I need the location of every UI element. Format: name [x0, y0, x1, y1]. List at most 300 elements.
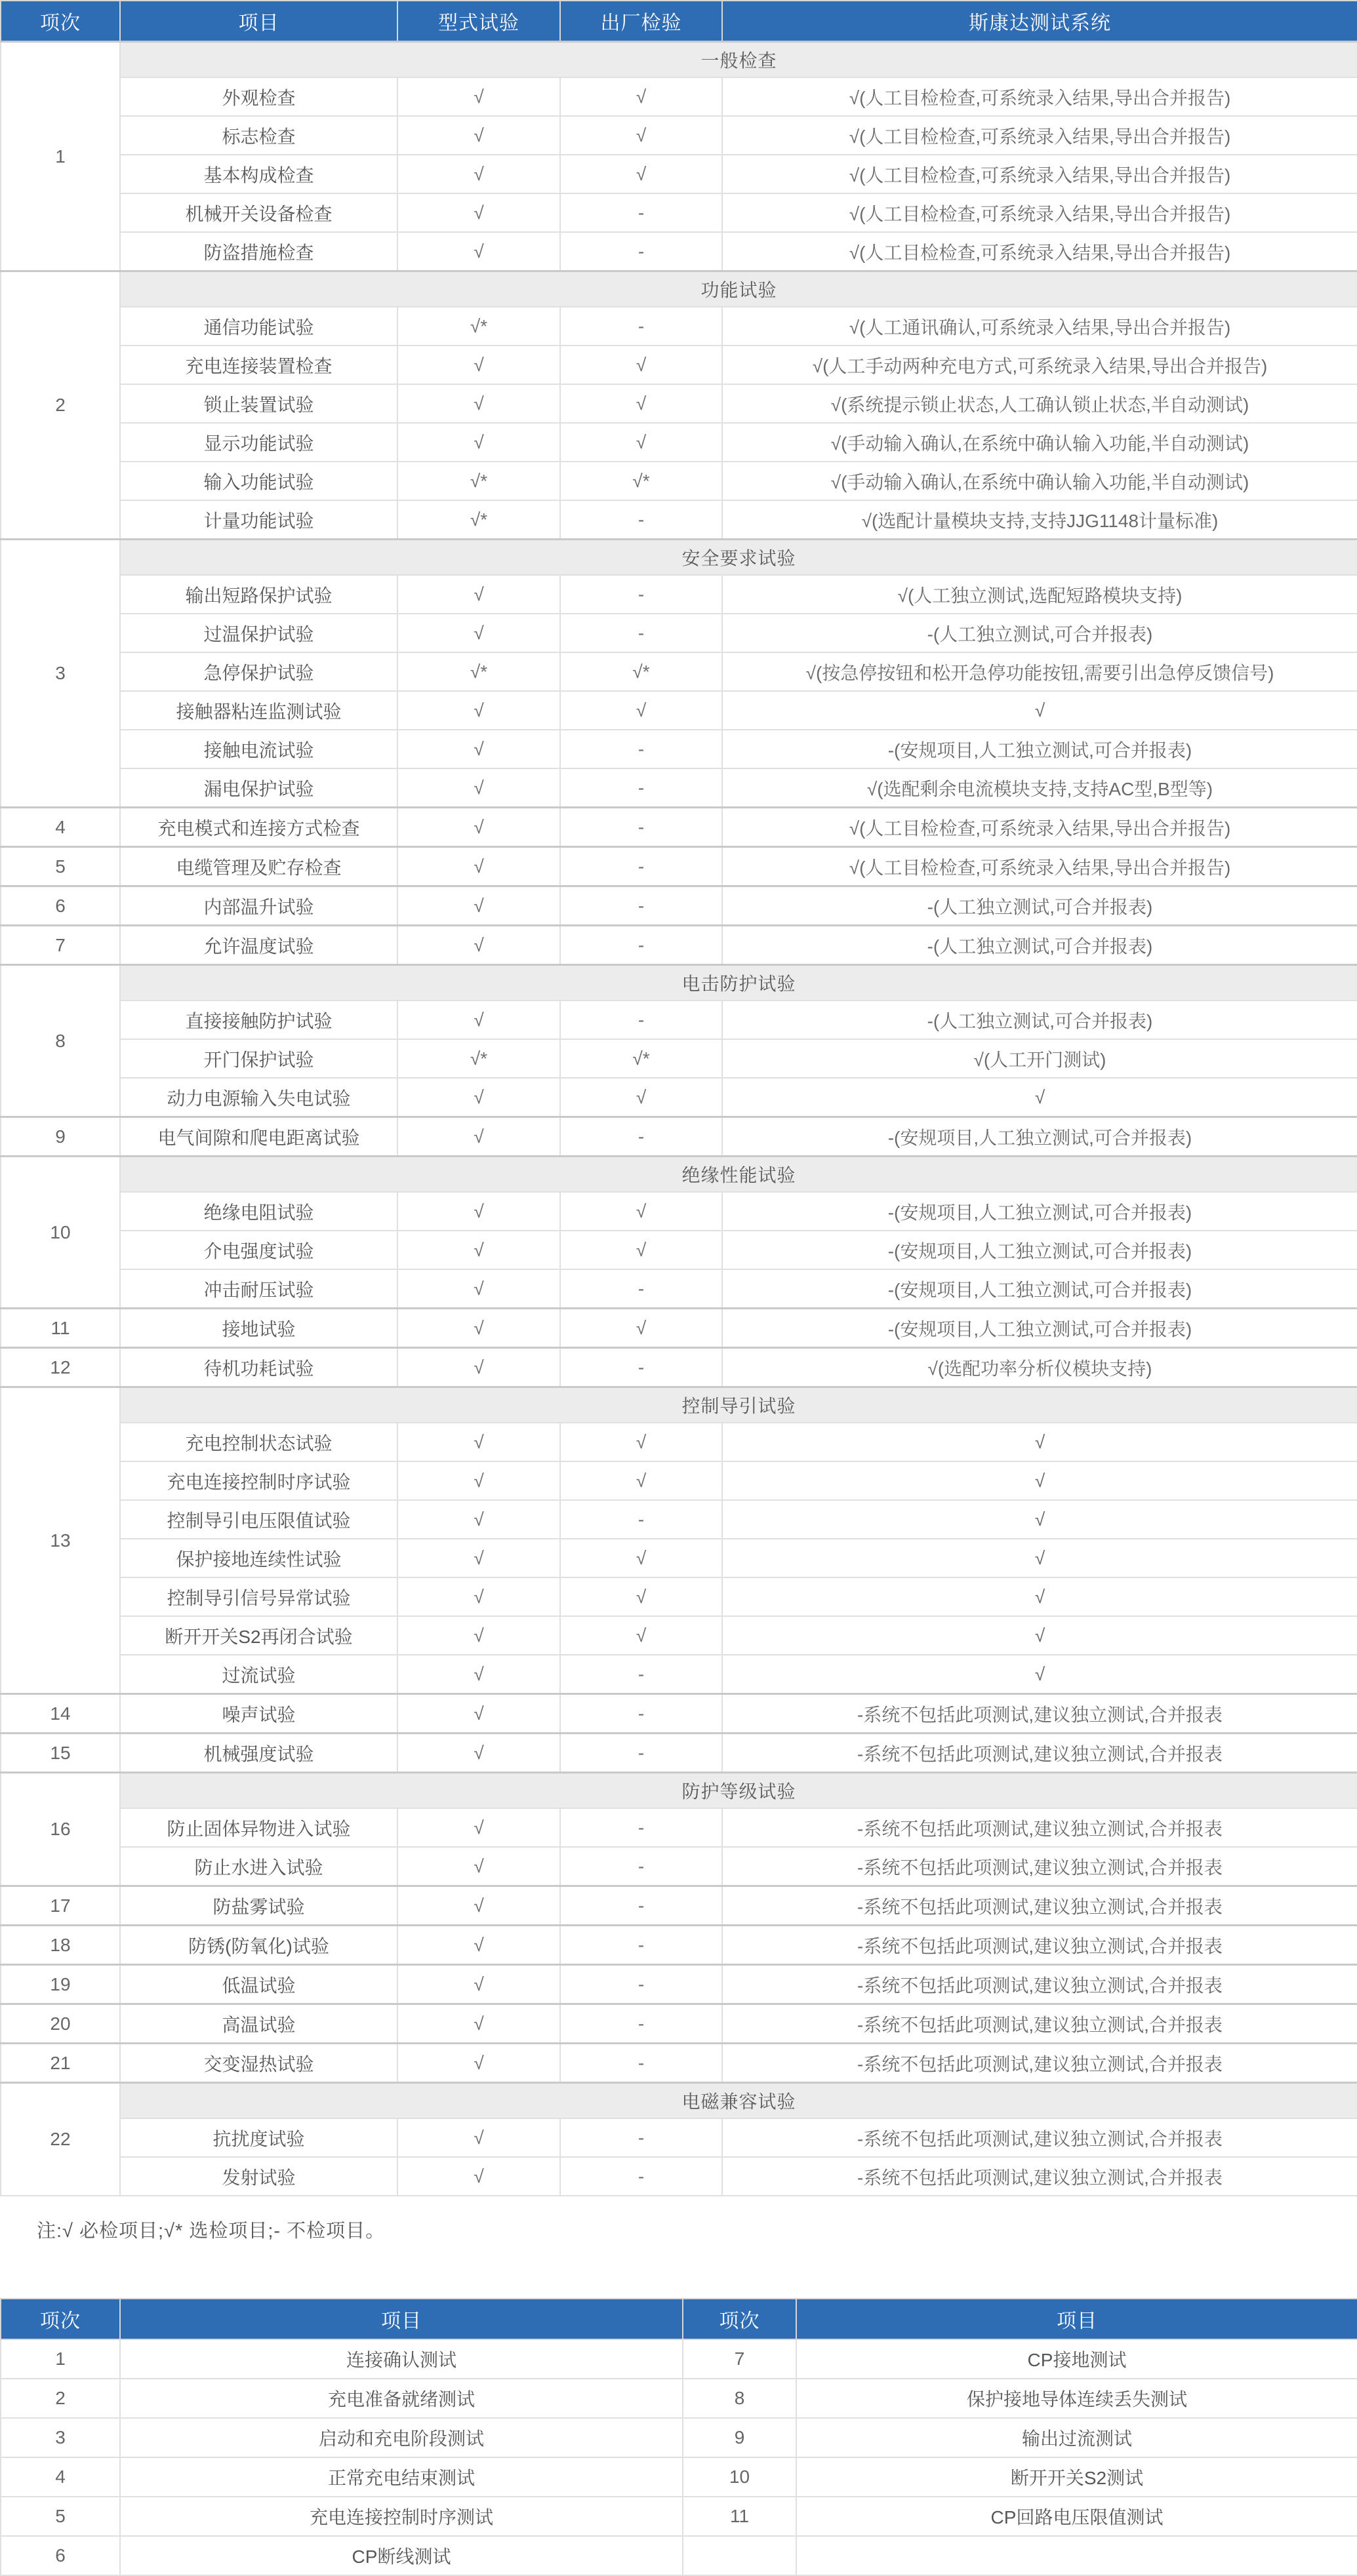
item-name-cell: 介电强度试验 [120, 1231, 397, 1269]
table-row [1, 307, 1357, 346]
factory-check-mark-cell: - [560, 500, 722, 540]
type-test-mark-cell: √ [397, 1001, 560, 1039]
item-name-cell: 电气间隙和爬电距离试验 [120, 1117, 397, 1157]
system-support-cell: √ [722, 1655, 1357, 1694]
table-row [1, 1309, 1357, 1348]
table-row [1, 346, 1357, 384]
item-name-cell: 过流试验 [120, 1655, 397, 1694]
type-test-mark-cell: √ [397, 1577, 560, 1616]
seq-item-cell: CP回路电压限值测试 [796, 2497, 1357, 2536]
system-support-cell: √(人工目检检查,可系统录入结果,导出合并报告) [722, 808, 1357, 847]
section-title: 安全要求试验 [120, 540, 1357, 576]
section-title: 控制导引试验 [120, 1387, 1357, 1423]
factory-check-mark-cell: √ [560, 1539, 722, 1577]
type-test-mark-cell: √ [397, 232, 560, 271]
system-support-cell: √(人工目检检查,可系统录入结果,导出合并报告) [722, 155, 1357, 193]
item-no-cell: 13 [1, 1387, 120, 1694]
type-test-mark-cell: √ [397, 1886, 560, 1926]
item-name-cell: 绝缘电阻试验 [120, 1192, 397, 1231]
type-test-mark-cell: √ [397, 2004, 560, 2044]
table-row [1, 1001, 1357, 1039]
table-row [1, 155, 1357, 193]
seq-no-cell: 6 [1, 2536, 120, 2575]
factory-check-mark-cell: √ [560, 346, 722, 384]
seq-no-cell: 2 [1, 2379, 120, 2418]
type-test-mark-cell: √ [397, 1269, 560, 1309]
item-no-cell: 20 [1, 2004, 120, 2044]
item-name-cell: 急停保护试验 [120, 652, 397, 691]
item-no-cell: 1 [1, 42, 120, 271]
table-row [1, 926, 1357, 965]
system-support-cell: -(安规项目,人工独立测试,可合并报表) [722, 1117, 1357, 1157]
type-test-mark-cell: √ [397, 2118, 560, 2157]
table-row [1, 1348, 1357, 1387]
header-row [1, 2299, 1357, 2339]
seq-no-cell: 3 [1, 2418, 120, 2457]
seq-no-cell: 5 [1, 2497, 120, 2536]
type-test-mark-cell: √ [397, 808, 560, 847]
item-no-cell: 2 [1, 271, 120, 540]
section-title: 电击防护试验 [120, 965, 1357, 1001]
item-no-cell: 7 [1, 926, 120, 965]
seq-item-cell: CP断线测试 [120, 2536, 683, 2575]
type-test-mark-cell: √ [397, 768, 560, 808]
factory-check-mark-cell: - [560, 886, 722, 926]
system-support-cell: √(手动输入确认,在系统中确认输入功能,半自动测试) [722, 462, 1357, 500]
system-support-cell: √(系统提示锁止状态,人工确认锁止状态,半自动测试) [722, 384, 1357, 423]
table-row [1, 1847, 1357, 1886]
type-test-mark-cell: √ [397, 1539, 560, 1577]
factory-check-mark-cell: √* [560, 462, 722, 500]
seq-item-cell: 启动和充电阶段测试 [120, 2418, 683, 2457]
factory-check-mark-cell: - [560, 1886, 722, 1926]
seq-column-header-1: 项目 [120, 2299, 683, 2339]
system-support-cell: -系统不包括此项测试,建议独立测试,合并报表 [722, 1734, 1357, 1773]
item-name-cell: 待机功耗试验 [120, 1348, 397, 1387]
type-test-mark-cell: √ [397, 1655, 560, 1694]
factory-check-mark-cell: √ [560, 116, 722, 155]
seq-item-cell: 断开开关S2测试 [796, 2457, 1357, 2497]
section-title: 电磁兼容试验 [120, 2083, 1357, 2119]
item-no-cell: 21 [1, 2044, 120, 2083]
item-name-cell: 过温保护试验 [120, 614, 397, 652]
factory-check-mark-cell: - [560, 730, 722, 768]
item-name-cell: 断开开关S2再闭合试验 [120, 1616, 397, 1655]
factory-check-mark-cell: - [560, 193, 722, 232]
item-name-cell: 交变湿热试验 [120, 2044, 397, 2083]
system-support-cell: -系统不包括此项测试,建议独立测试,合并报表 [722, 2044, 1357, 2083]
item-name-cell: 输出短路保护试验 [120, 575, 397, 614]
table-row [1, 1192, 1357, 1231]
item-no-cell: 17 [1, 1886, 120, 1926]
seq-column-header-0: 项次 [1, 2299, 120, 2339]
table-row [1, 1423, 1357, 1461]
type-test-mark-cell: √* [397, 1039, 560, 1078]
seq-no-cell: 9 [683, 2418, 796, 2457]
item-name-cell: 开门保护试验 [120, 1039, 397, 1078]
section-row [1, 42, 1357, 78]
system-support-cell: √(人工开门测试) [722, 1039, 1357, 1078]
type-test-mark-cell: √ [397, 1192, 560, 1231]
section-row [1, 1773, 1357, 1809]
item-name-cell: 噪声试验 [120, 1694, 397, 1734]
table-row [1, 1117, 1357, 1157]
type-test-mark-cell: √* [397, 462, 560, 500]
table-row [1, 1655, 1357, 1694]
table-row [1, 575, 1357, 614]
type-test-mark-cell: √ [397, 1616, 560, 1655]
item-name-cell: 内部温升试验 [120, 886, 397, 926]
table-row [1, 1808, 1357, 1847]
type-test-mark-cell: √ [397, 1808, 560, 1847]
system-support-cell: -(人工独立测试,可合并报表) [722, 886, 1357, 926]
system-support-cell: √(选配功率分析仪模块支持) [722, 1348, 1357, 1387]
section-title: 绝缘性能试验 [120, 1157, 1357, 1193]
table-row [1, 2044, 1357, 2083]
table-row [1, 193, 1357, 232]
item-name-cell: 外观检查 [120, 77, 397, 116]
type-test-mark-cell: √ [397, 2157, 560, 2196]
factory-check-mark-cell: - [560, 2044, 722, 2083]
seq-item-cell [796, 2536, 1357, 2575]
type-test-mark-cell: √ [397, 1231, 560, 1269]
system-support-cell: √(人工手动两种充电方式,可系统录入结果,导出合并报告) [722, 346, 1357, 384]
factory-check-mark-cell: - [560, 926, 722, 965]
section-title: 功能试验 [120, 271, 1357, 307]
factory-check-mark-cell: - [560, 2004, 722, 2044]
type-test-mark-cell: √ [397, 1348, 560, 1387]
seq-no-cell: 11 [683, 2497, 796, 2536]
factory-check-mark-cell: - [560, 768, 722, 808]
table-row [1, 1694, 1357, 1734]
item-no-cell: 18 [1, 1926, 120, 1965]
test-items-table-body [1, 42, 1357, 2196]
column-header-4: 斯康达测试系统 [722, 1, 1357, 42]
system-support-cell: √ [722, 691, 1357, 730]
factory-check-mark-cell: √ [560, 77, 722, 116]
type-test-mark-cell: √ [397, 730, 560, 768]
system-support-cell: -系统不包括此项测试,建议独立测试,合并报表 [722, 2157, 1357, 2196]
seq-no-cell: 1 [1, 2339, 120, 2379]
system-support-cell: -(人工独立测试,可合并报表) [722, 614, 1357, 652]
factory-check-mark-cell: - [560, 808, 722, 847]
factory-check-mark-cell: - [560, 1965, 722, 2004]
item-name-cell: 通信功能试验 [120, 307, 397, 346]
table-row [1, 1965, 1357, 2004]
seq-column-header-2: 项次 [683, 2299, 796, 2339]
table-row [1, 77, 1357, 116]
item-no-cell: 22 [1, 2083, 120, 2196]
seq-no-cell: 8 [683, 2379, 796, 2418]
type-test-mark-cell: √ [397, 1117, 560, 1157]
system-support-cell: √(人工目检检查,可系统录入结果,导出合并报告) [722, 77, 1357, 116]
seq-item-cell: 连接确认测试 [120, 2339, 683, 2379]
system-support-cell: -系统不包括此项测试,建议独立测试,合并报表 [722, 2118, 1357, 2157]
item-name-cell: 允许温度试验 [120, 926, 397, 965]
item-no-cell: 4 [1, 808, 120, 847]
system-support-cell: √ [722, 1423, 1357, 1461]
item-no-cell: 9 [1, 1117, 120, 1157]
item-name-cell: 动力电源输入失电试验 [120, 1078, 397, 1117]
item-name-cell: 冲击耐压试验 [120, 1269, 397, 1309]
type-test-mark-cell: √* [397, 652, 560, 691]
system-support-cell: √ [722, 1500, 1357, 1539]
type-test-mark-cell: √ [397, 1423, 560, 1461]
item-name-cell: 机械开关设备检查 [120, 193, 397, 232]
type-test-mark-cell: √ [397, 77, 560, 116]
table-row [1, 768, 1357, 808]
type-test-mark-cell: √ [397, 691, 560, 730]
system-support-cell: √ [722, 1461, 1357, 1500]
type-test-mark-cell: √* [397, 500, 560, 540]
table-row [1, 384, 1357, 423]
factory-check-mark-cell: - [560, 1348, 722, 1387]
system-support-cell: -(安规项目,人工独立测试,可合并报表) [722, 1309, 1357, 1348]
section-row [1, 271, 1357, 307]
item-name-cell: 低温试验 [120, 1965, 397, 2004]
table-row [1, 1539, 1357, 1577]
factory-check-mark-cell: - [560, 575, 722, 614]
seq-no-cell: 4 [1, 2457, 120, 2497]
factory-check-mark-cell: √ [560, 1078, 722, 1117]
item-name-cell: 漏电保护试验 [120, 768, 397, 808]
system-support-cell: √ [722, 1616, 1357, 1655]
item-name-cell: 基本构成检查 [120, 155, 397, 193]
item-no-cell: 19 [1, 1965, 120, 2004]
section-row [1, 965, 1357, 1001]
factory-check-mark-cell: - [560, 1500, 722, 1539]
item-name-cell: 抗扰度试验 [120, 2118, 397, 2157]
seq-item-cell: 正常充电结束测试 [120, 2457, 683, 2497]
system-support-cell: -(安规项目,人工独立测试,可合并报表) [722, 1269, 1357, 1309]
table-row [1, 500, 1357, 540]
item-no-cell: 11 [1, 1309, 120, 1348]
system-support-cell: √ [722, 1577, 1357, 1616]
section-title: 一般检查 [120, 42, 1357, 78]
item-name-cell: 充电连接装置检查 [120, 346, 397, 384]
item-name-cell: 充电控制状态试验 [120, 1423, 397, 1461]
item-name-cell: 防止固体异物进入试验 [120, 1808, 397, 1847]
table-row [1, 2118, 1357, 2157]
item-name-cell: 接地试验 [120, 1309, 397, 1348]
factory-check-mark-cell: - [560, 1926, 722, 1965]
type-test-mark-cell: √ [397, 423, 560, 462]
type-test-mark-cell: √ [397, 193, 560, 232]
item-name-cell: 充电模式和连接方式检查 [120, 808, 397, 847]
system-support-cell: -系统不包括此项测试,建议独立测试,合并报表 [722, 1926, 1357, 1965]
column-header-2: 型式试验 [397, 1, 560, 42]
system-support-cell: √(选配计量模块支持,支持JJG1148计量标准) [722, 500, 1357, 540]
system-support-cell: -(安规项目,人工独立测试,可合并报表) [722, 1231, 1357, 1269]
table-row [1, 1461, 1357, 1500]
system-support-cell: √(按急停按钮和松开急停功能按钮,需要引出急停反馈信号) [722, 652, 1357, 691]
item-name-cell: 控制导引信号异常试验 [120, 1577, 397, 1616]
table-row [1, 1734, 1357, 1773]
section-row [1, 2083, 1357, 2119]
item-name-cell: 电缆管理及贮存检查 [120, 847, 397, 886]
table-row [1, 1616, 1357, 1655]
table-row [1, 1500, 1357, 1539]
item-name-cell: 标志检查 [120, 116, 397, 155]
table-row [1, 1039, 1357, 1078]
item-name-cell: 控制导引电压限值试验 [120, 1500, 397, 1539]
item-name-cell: 显示功能试验 [120, 423, 397, 462]
section-title: 防护等级试验 [120, 1773, 1357, 1809]
item-no-cell: 16 [1, 1773, 120, 1886]
type-test-mark-cell: √ [397, 886, 560, 926]
table-row [1, 116, 1357, 155]
table-row [1, 2536, 1357, 2575]
type-test-mark-cell: √ [397, 847, 560, 886]
system-support-cell: √(选配剩余电流模块支持,支持AC型,B型等) [722, 768, 1357, 808]
item-name-cell: 机械强度试验 [120, 1734, 397, 1773]
table-row [1, 614, 1357, 652]
type-test-mark-cell: √ [397, 1847, 560, 1886]
type-test-mark-cell: √ [397, 346, 560, 384]
type-test-mark-cell: √ [397, 1926, 560, 1965]
item-name-cell: 保护接地连续性试验 [120, 1539, 397, 1577]
table-row [1, 2457, 1357, 2497]
system-support-cell: √(人工目检检查,可系统录入结果,导出合并报告) [722, 232, 1357, 271]
table-row [1, 1926, 1357, 1965]
system-support-cell: -系统不包括此项测试,建议独立测试,合并报表 [722, 1808, 1357, 1847]
factory-check-mark-cell: - [560, 1117, 722, 1157]
table-row [1, 730, 1357, 768]
seq-item-cell: 充电准备就绪测试 [120, 2379, 683, 2418]
item-name-cell: 锁止装置试验 [120, 384, 397, 423]
system-support-cell: -(人工独立测试,可合并报表) [722, 1001, 1357, 1039]
factory-check-mark-cell: √ [560, 423, 722, 462]
factory-check-mark-cell: √ [560, 1192, 722, 1231]
factory-check-mark-cell: - [560, 1808, 722, 1847]
system-support-cell: -系统不包括此项测试,建议独立测试,合并报表 [722, 1694, 1357, 1734]
item-no-cell: 3 [1, 540, 120, 808]
table-row [1, 691, 1357, 730]
system-support-cell: √ [722, 1078, 1357, 1117]
factory-check-mark-cell: √ [560, 1461, 722, 1500]
factory-check-mark-cell: - [560, 614, 722, 652]
seq-no-cell: 7 [683, 2339, 796, 2379]
item-name-cell: 计量功能试验 [120, 500, 397, 540]
factory-check-mark-cell: - [560, 1001, 722, 1039]
system-support-cell: √(手动输入确认,在系统中确认输入功能,半自动测试) [722, 423, 1357, 462]
factory-check-mark-cell: √ [560, 1577, 722, 1616]
system-support-cell: √ [722, 1539, 1357, 1577]
table-row [1, 1886, 1357, 1926]
column-header-3: 出厂检验 [560, 1, 722, 42]
factory-check-mark-cell: - [560, 307, 722, 346]
item-no-cell: 8 [1, 965, 120, 1117]
type-test-mark-cell: √ [397, 155, 560, 193]
system-support-cell: -系统不包括此项测试,建议独立测试,合并报表 [722, 2004, 1357, 2044]
system-support-cell: -(安规项目,人工独立测试,可合并报表) [722, 1192, 1357, 1231]
factory-check-mark-cell: √ [560, 155, 722, 193]
factory-check-mark-cell: - [560, 847, 722, 886]
factory-check-mark-cell: √ [560, 384, 722, 423]
type-test-mark-cell: √* [397, 307, 560, 346]
system-support-cell: -(人工独立测试,可合并报表) [722, 926, 1357, 965]
factory-check-mark-cell: - [560, 232, 722, 271]
table-row [1, 2418, 1357, 2457]
item-name-cell: 防盗措施检查 [120, 232, 397, 271]
type-test-mark-cell: √ [397, 575, 560, 614]
factory-check-mark-cell: - [560, 1847, 722, 1886]
factory-check-mark-cell: √ [560, 1423, 722, 1461]
system-support-cell: -系统不包括此项测试,建议独立测试,合并报表 [722, 1847, 1357, 1886]
table-row [1, 1577, 1357, 1616]
table-row [1, 2379, 1357, 2418]
factory-check-mark-cell: - [560, 1655, 722, 1694]
item-name-cell: 防盐雾试验 [120, 1886, 397, 1926]
factory-check-mark-cell: √* [560, 652, 722, 691]
sequence-table-header [1, 2299, 1357, 2339]
table-row [1, 2339, 1357, 2379]
item-name-cell: 接触器粘连监测试验 [120, 691, 397, 730]
system-support-cell: √(人工通讯确认,可系统录入结果,导出合并报告) [722, 307, 1357, 346]
item-no-cell: 14 [1, 1694, 120, 1734]
section-row [1, 540, 1357, 576]
factory-check-mark-cell: √* [560, 1039, 722, 1078]
table-row [1, 1269, 1357, 1309]
type-test-mark-cell: √ [397, 1734, 560, 1773]
table-row [1, 462, 1357, 500]
item-no-cell: 6 [1, 886, 120, 926]
table-row [1, 652, 1357, 691]
table-row [1, 1231, 1357, 1269]
section-row [1, 1157, 1357, 1193]
seq-item-cell: 充电连接控制时序测试 [120, 2497, 683, 2536]
item-name-cell: 接触电流试验 [120, 730, 397, 768]
type-test-mark-cell: √ [397, 1309, 560, 1348]
column-header-0: 项次 [1, 1, 120, 42]
factory-check-mark-cell: √ [560, 1616, 722, 1655]
section-row [1, 1387, 1357, 1423]
system-support-cell: -(安规项目,人工独立测试,可合并报表) [722, 730, 1357, 768]
type-test-mark-cell: √ [397, 1965, 560, 2004]
system-support-cell: √(人工目检检查,可系统录入结果,导出合并报告) [722, 116, 1357, 155]
type-test-mark-cell: √ [397, 2044, 560, 2083]
table-row [1, 1078, 1357, 1117]
type-test-mark-cell: √ [397, 614, 560, 652]
table-row [1, 232, 1357, 271]
item-no-cell: 5 [1, 847, 120, 886]
system-support-cell: √(人工目检检查,可系统录入结果,导出合并报告) [722, 847, 1357, 886]
item-name-cell: 高温试验 [120, 2004, 397, 2044]
item-no-cell: 10 [1, 1157, 120, 1309]
item-name-cell: 防锈(防氧化)试验 [120, 1926, 397, 1965]
seq-no-cell: 10 [683, 2457, 796, 2497]
factory-check-mark-cell: - [560, 2118, 722, 2157]
type-test-mark-cell: √ [397, 1078, 560, 1117]
table-row [1, 2157, 1357, 2196]
item-name-cell: 充电连接控制时序试验 [120, 1461, 397, 1500]
factory-check-mark-cell: √ [560, 1309, 722, 1348]
sequence-test-table [0, 2298, 1357, 2576]
factory-check-mark-cell: - [560, 1269, 722, 1309]
type-test-mark-cell: √ [397, 116, 560, 155]
factory-check-mark-cell: - [560, 1694, 722, 1734]
type-test-mark-cell: √ [397, 1694, 560, 1734]
table-row [1, 886, 1357, 926]
item-name-cell: 直接接触防护试验 [120, 1001, 397, 1039]
table-row [1, 847, 1357, 886]
column-header-1: 项目 [120, 1, 397, 42]
factory-check-mark-cell: √ [560, 691, 722, 730]
factory-check-mark-cell: - [560, 1734, 722, 1773]
table-row [1, 2004, 1357, 2044]
table-row [1, 423, 1357, 462]
seq-item-cell: 保护接地导体连续丢失测试 [796, 2379, 1357, 2418]
